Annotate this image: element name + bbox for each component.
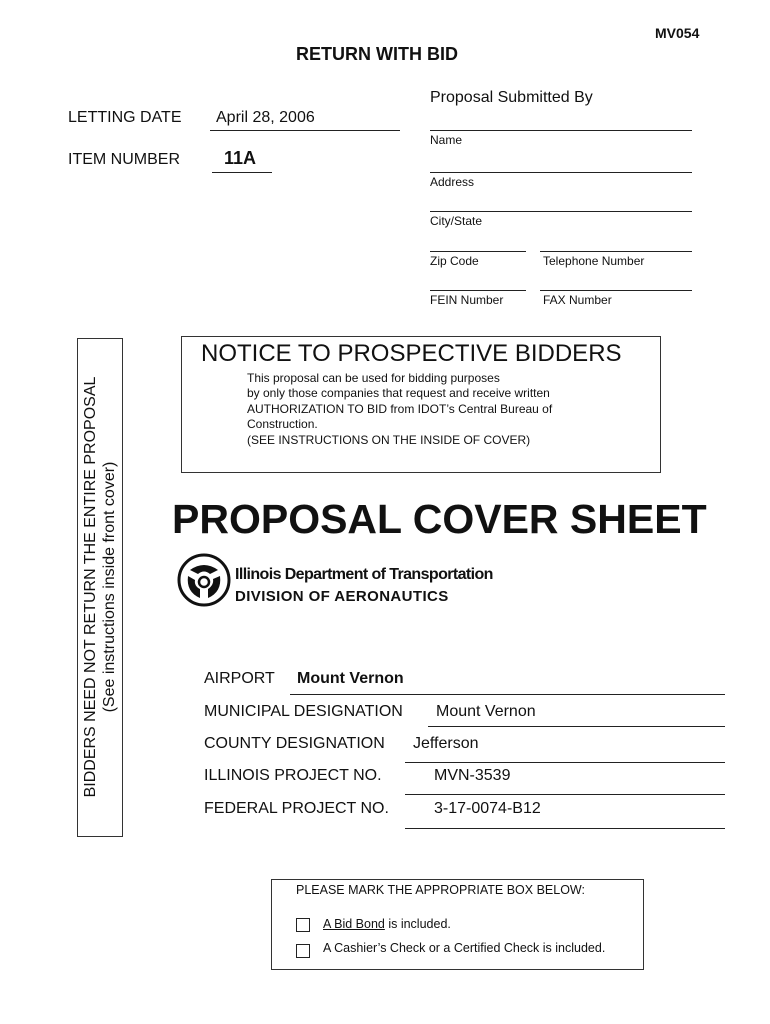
- side-notice-text: [81, 347, 119, 827]
- item-number-value: 11A: [224, 148, 257, 168]
- notice-title: NOTICE TO PROSPECTIVE BIDDERS: [201, 340, 622, 367]
- illinois-project-line: [405, 794, 725, 795]
- county-value: Jefferson: [413, 735, 479, 752]
- fax-line[interactable]: [540, 290, 692, 291]
- address-label: Address: [430, 175, 475, 189]
- zip-code-line[interactable]: [430, 251, 526, 252]
- airport-value: Mount Vernon: [297, 670, 404, 687]
- notice-line: Construction.: [247, 417, 318, 432]
- municipal-label: MUNICIPAL DESIGNATION: [204, 703, 403, 720]
- form-code: MV054: [655, 25, 700, 41]
- notice-line: This proposal can be used for bidding purposes: [247, 371, 500, 385]
- county-line: [405, 762, 725, 763]
- return-with-bid-title: RETURN WITH BID: [296, 44, 458, 64]
- fax-label: FAX Number: [543, 293, 612, 307]
- agency-name: Illinois Department of Transportation: [235, 566, 493, 583]
- zip-code-label: Zip Code: [430, 254, 479, 268]
- bid-bond-checkbox[interactable]: [296, 918, 310, 932]
- fein-line[interactable]: [430, 290, 526, 291]
- county-label: COUNTY DESIGNATION: [204, 735, 385, 752]
- side-notice-line-1: BIDDERS NEED NOT RETURN THE ENTIRE PROPOSAL: [82, 376, 99, 798]
- telephone-label: Telephone Number: [543, 254, 645, 268]
- telephone-line[interactable]: [540, 251, 692, 252]
- name-label: Name: [430, 133, 463, 147]
- side-notice-line-2: (See instructions inside front cover): [101, 461, 118, 713]
- letting-date-value: April 28, 2006: [216, 109, 315, 126]
- notice-line: (SEE INSTRUCTIONS ON THE INSIDE OF COVER): [247, 432, 531, 447]
- division-name: DIVISION OF AERONAUTICS: [235, 588, 449, 605]
- name-line[interactable]: [430, 130, 692, 131]
- federal-project-value: 3-17-0074-B12: [434, 800, 541, 817]
- notice-line: by only those companies that request and receive written: [247, 386, 550, 401]
- idot-logo-icon: [176, 552, 232, 608]
- payment-options-heading: PLEASE MARK THE APPROPRIATE BOX BELOW:: [296, 883, 585, 897]
- letting-date-label: LETTING DATE: [68, 109, 182, 126]
- municipal-value: Mount Vernon: [436, 703, 536, 720]
- airport-label: AIRPORT: [204, 670, 275, 687]
- city-state-label: City/State: [430, 214, 483, 228]
- cashier-check-option: A Cashier’s Check or a Certified Check is included.: [323, 941, 606, 955]
- illinois-project-label: ILLINOIS PROJECT NO.: [204, 767, 382, 784]
- cashier-check-checkbox[interactable]: [296, 944, 310, 958]
- federal-project-line: [405, 828, 725, 829]
- address-line[interactable]: [430, 172, 692, 173]
- cover-sheet-title: PROPOSAL COVER SHEET: [172, 496, 707, 542]
- notice-line: AUTHORIZATION TO BID from IDOT’s Central Bureau of: [247, 401, 553, 416]
- item-number-line: [212, 172, 272, 173]
- bid-bond-text: is included.: [384, 917, 451, 931]
- fein-label: FEIN Number: [430, 293, 504, 307]
- bid-bond-option: [323, 917, 451, 931]
- bid-bond-link[interactable]: A Bid Bond: [323, 917, 385, 931]
- letting-date-line: [210, 130, 400, 131]
- item-number-label: ITEM NUMBER: [68, 151, 180, 168]
- notice-body: [247, 371, 552, 448]
- municipal-line: [428, 726, 725, 727]
- airport-line: [290, 694, 725, 695]
- submitted-by-heading: Proposal Submitted By: [430, 89, 593, 106]
- city-state-line[interactable]: [430, 211, 692, 212]
- federal-project-label: FEDERAL PROJECT NO.: [204, 800, 389, 817]
- illinois-project-value: MVN-3539: [434, 767, 511, 784]
